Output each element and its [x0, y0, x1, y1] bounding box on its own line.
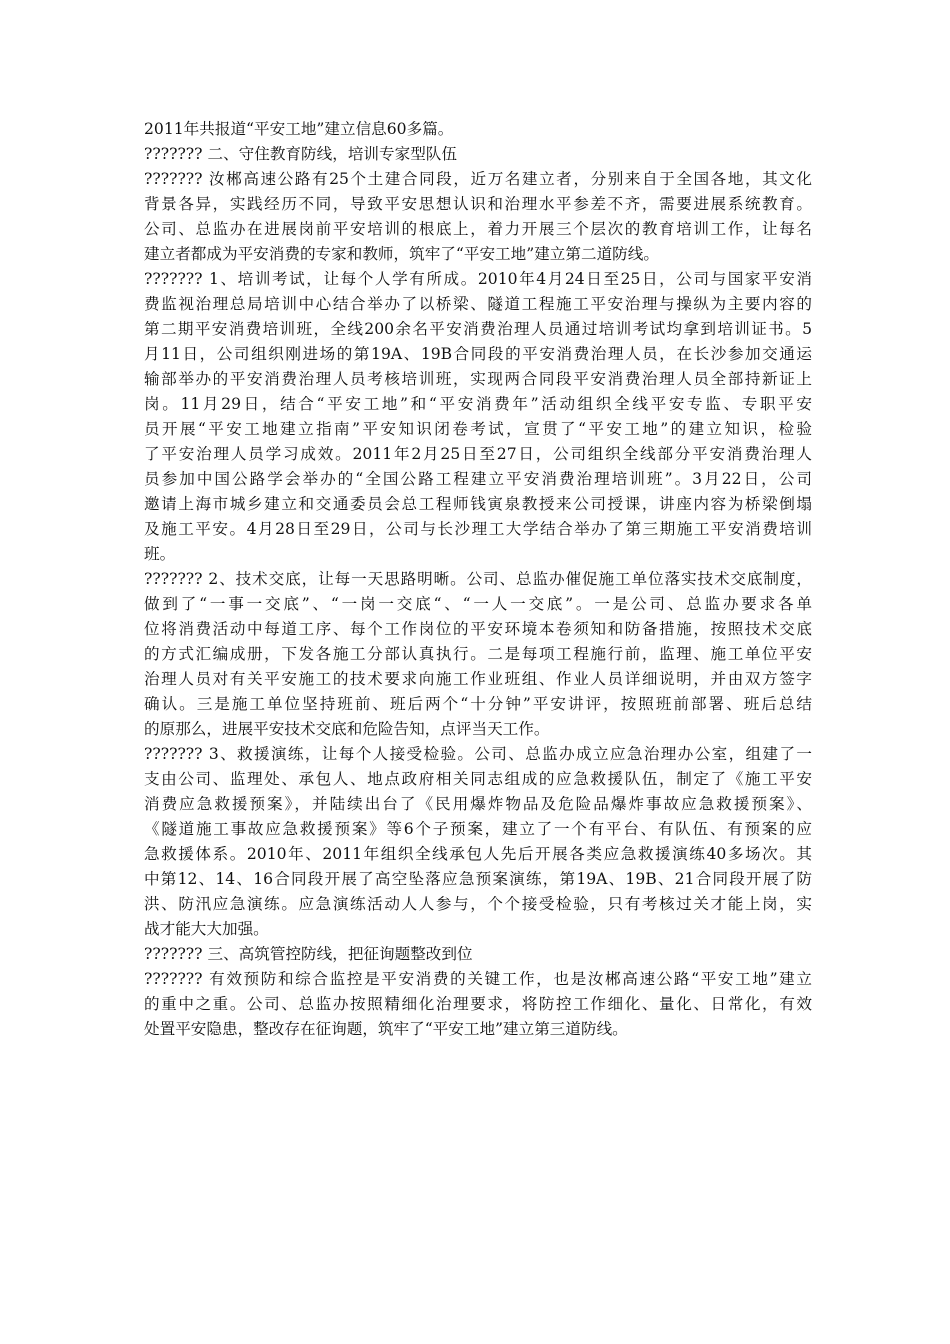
text-line: 费监视治理总局培训中心结合举办了以桥梁、隧道工程施工平安治理与操纵为主要内容的 — [144, 295, 812, 313]
text-line: 员开展“平安工地建立指南”平安知识闭卷考试，宣贯了“平安工地”的建立知识，检验 — [144, 420, 812, 438]
text-line: ??????? 1、培训考试，让每个人学有所成。2010年4月24日至25日，公司与国家平安消 — [144, 270, 812, 288]
text-line: 班。 — [144, 545, 176, 563]
text-line: 岗。11月29日，结合“平安工地”和“平安消费年”活动组织全线平安专监、专职平安 — [144, 395, 812, 413]
text-line: 2011年共报道“平安工地”建立信息60多篇。 — [144, 120, 454, 138]
text-line: 邀请上海市城乡建立和交通委员会总工程师钱寅泉教授来公司授课，讲座内容为桥梁倒塌 — [144, 495, 812, 513]
text-line: 急救援体系。2010年、2011年组织全线承包人先后开展各类应急救援演练40多场次。其 — [144, 845, 812, 863]
text-line: 及施工平安。4月28日至29日，公司与长沙理工大学结合举办了第三期施工平安消费培训 — [144, 520, 812, 538]
text-line: 确认。三是施工单位坚持班前、班后两个“十分钟”平安讲评，按照班前部署、班后总结 — [144, 695, 812, 713]
text-line: 的原那么，进展平安技术交底和危险告知，点评当天工作。 — [144, 720, 550, 738]
text-line: 员参加中国公路学会举办的“全国公路工程建立平安消费治理培训班”。3月22日，公司 — [144, 470, 812, 488]
text-line: 战才能大大加强。 — [144, 920, 269, 938]
text-line: 治理人员对有关平安施工的技术要求向施工作业班组、作业人员详细说明，并由双方签字 — [144, 670, 812, 688]
text-line: 消费应急救援预案》，并陆续出台了《民用爆炸物品及危险品爆炸事故应急救援预案》、 — [144, 795, 812, 813]
text-line: 位将消费活动中每道工序、每个工作岗位的平安环境本卷须知和防备措施，按照技术交底 — [144, 620, 812, 638]
text-line: 处置平安隐患，整改存在征询题，筑牢了“平安工地”建立第三道防线。 — [144, 1020, 628, 1038]
text-line: 的重中之重。公司、总监办按照精细化治理要求，将防控工作细化、量化、日常化，有效 — [144, 995, 812, 1013]
text-line: ??????? 3、救援演练，让每个人接受检验。公司、总监办成立应急治理办公室，组建了一 — [144, 745, 812, 763]
text-line: 输部举办的平安消费治理人员考核培训班，实现两合同段平安消费治理人员全部持新证上 — [144, 370, 812, 388]
text-line: ??????? 汝郴高速公路有25个土建合同段，近万名建立者，分别来自于全国各地，其文化 — [144, 170, 812, 188]
text-line: 公司、总监办在进展岗前平安培训的根底上，着力开展三个层次的教育培训工作，让每名 — [144, 220, 812, 238]
section-heading: ??????? 二、守住教育防线，培训专家型队伍 — [144, 145, 457, 163]
text-line: 月11日，公司组织刚进场的第19A、19B合同段的平安消费治理人员，在长沙参加交通运 — [144, 345, 812, 363]
text-line: 第二期平安消费培训班，全线200余名平安消费治理人员通过培训考试均拿到培训证书。5 — [144, 320, 812, 338]
text-line: 背景各异，实践经历不同，导致平安思想认识和治理水平参差不齐，需要进展系统教育。 — [144, 195, 812, 213]
text-line: 的方式汇编成册，下发各施工分部认真执行。二是每项工程施行前，监理、施工单位平安 — [144, 645, 812, 663]
text-line: 做到了“一事一交底”、“一岗一交底“、“一人一交底”。一是公司、总监办要求各单 — [144, 595, 812, 613]
text-line: 建立者都成为平安消费的专家和教师，筑牢了“平安工地”建立第二道防线。 — [144, 245, 659, 263]
section-heading: ??????? 三、高筑管控防线，把征询题整改到位 — [144, 945, 473, 963]
text-line: 支由公司、监理处、承包人、地点政府相关同志组成的应急救援队伍，制定了《施工平安 — [144, 770, 812, 788]
text-line: ??????? 2、技术交底，让每一天思路明晰。公司、总监办催促施工单位落实技术交底制度， — [144, 570, 812, 588]
text-line: 《隧道施工事故应急救援预案》等6个子预案，建立了一个有平台、有队伍、有预案的应 — [144, 820, 812, 838]
text-line: 了平安治理人员学习成效。2011年2月25日至27日，公司组织全线部分平安消费治理人 — [144, 445, 812, 463]
text-line: ??????? 有效预防和综合监控是平安消费的关键工作，也是汝郴高速公路“平安工地”建立 — [144, 970, 812, 988]
text-line: 洪、防汛应急演练。应急演练活动人人参与，个个接受检验，只有考核过关才能上岗，实 — [144, 895, 812, 913]
document-body — [144, 117, 812, 1042]
text-line: 中第12、14、16合同段开展了高空坠落应急预案演练，第19A、19B、21合同段开展了防 — [144, 870, 812, 888]
